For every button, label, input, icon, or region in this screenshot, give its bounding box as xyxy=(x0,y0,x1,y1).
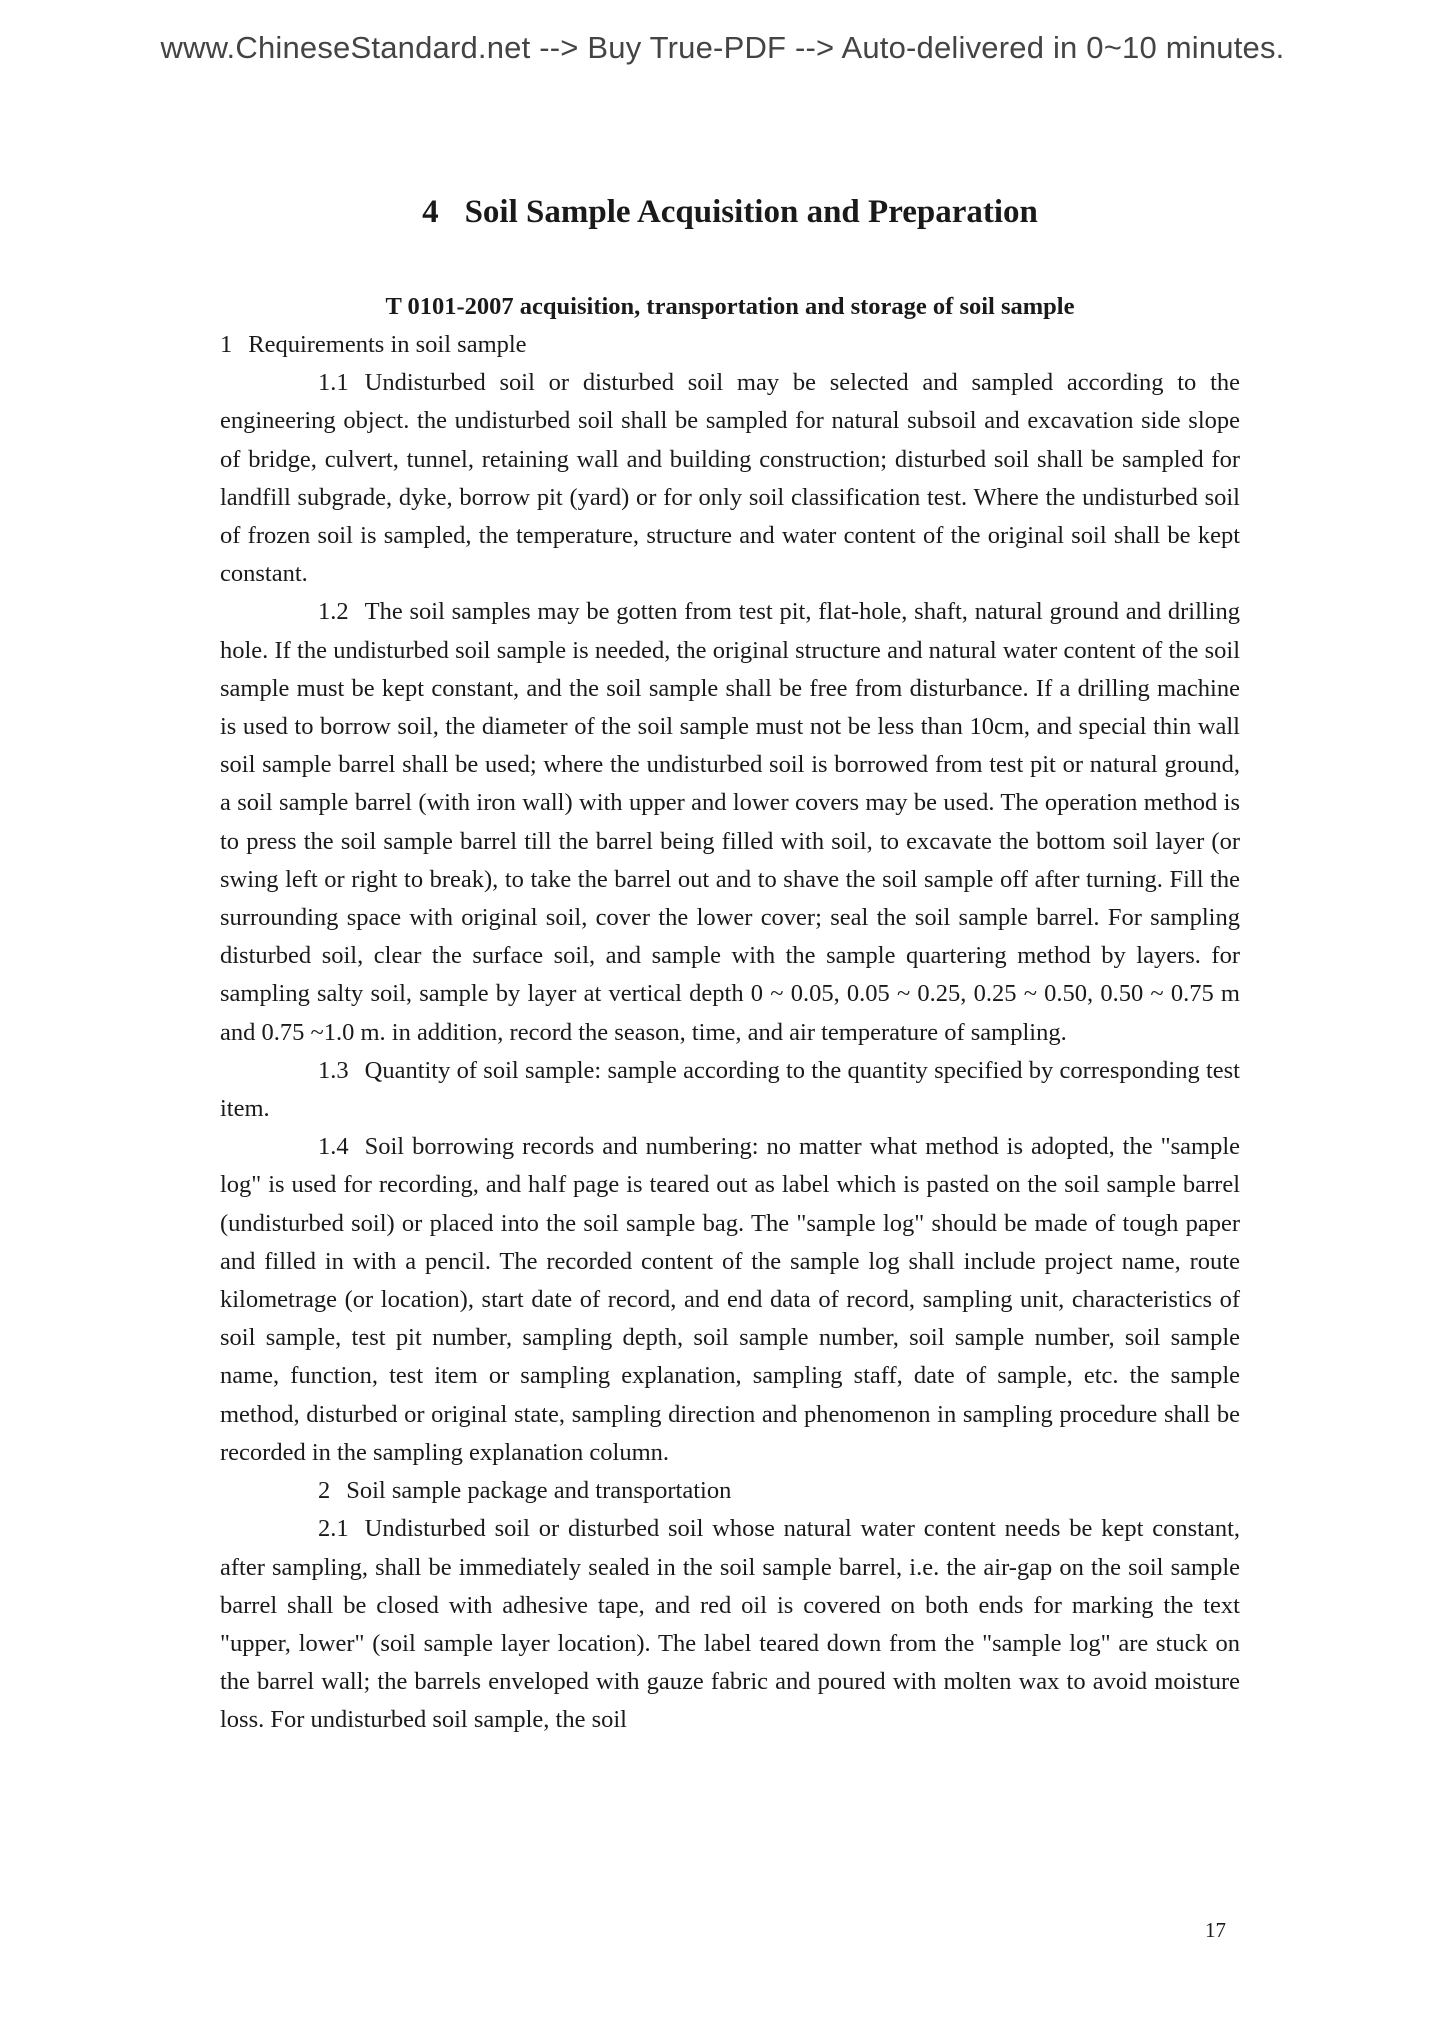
paragraph-1-2 xyxy=(220,593,1240,1051)
paragraph-number: 2.1 xyxy=(318,1515,349,1543)
paragraph-1 xyxy=(220,326,1240,364)
source-banner: www.ChineseStandard.net --> Buy True-PDF --> Auto-delivered in 0~10 minutes. xyxy=(160,30,1285,65)
chapter-number: 4 xyxy=(422,194,439,230)
page-number: 17 xyxy=(1205,1918,1226,1942)
paragraph-number: 1 xyxy=(220,331,233,358)
paragraph-text: Soil sample package and transportation xyxy=(346,1477,732,1505)
paragraph-number: 2 xyxy=(318,1477,331,1505)
chapter-title xyxy=(220,190,1240,234)
section-title: T 0101-2007 acquisition, transportation and storage of soil sample xyxy=(385,293,1075,320)
paragraph-text: Requirements in soil sample xyxy=(248,331,527,358)
paragraph-text: The soil samples may be gotten from test pit, flat-hole, shaft, natural ground and drilling hole. If the undisturbed soil sample is needed, the original structure and natural water content of the soil sample must be kept constant, and the soil sample shall be free from disturbance. If a drilling machine is used to borrow soil, the diameter of the soil sample must not be less than 10cm, and special thin wall soil sample barrel shall be used; where the undisturbed soil is borrowed from test pit or natural ground, a soil sample barrel (with iron wall) with upper and lower covers may be used. The operation method is to press the soil sample barrel till the barrel being filled with soil, to excavate the bottom soil layer (or swing left or right to break), to take the barrel out and to shave the soil sample off after turning. Fill the surrounding space with original soil, cover the lower cover; seal the soil sample barrel. For sampling disturbed soil, clear the surface soil, and sample with the sample quartering method by layers. for sampling salty soil, sample by layer at vertical depth 0 ~ 0.05, 0.05 ~ 0.25, 0.25 ~ 0.50, 0.50 ~ 0.75 m and 0.75 ~1.0 m. in addition, record the season, time, and air temperature of sampling. xyxy=(220,598,1240,1046)
paragraph-number: 1.4 xyxy=(318,1133,349,1161)
paragraph-2 xyxy=(220,1472,1240,1510)
paragraph-text: Soil borrowing records and numbering: no matter what method is adopted, the "sample log" is used for recording, and half page is teared out as label which is pasted on the soil sample barrel (undisturbed soil) or placed into the soil sample bag. The "sample log" should be made of tough paper and filled in with a pencil. The recorded content of the sample log shall include project name, route kilometrage (or location), start date of record, and end data of record, sampling unit, characteristics of soil sample, test pit number, sampling depth, soil sample number, soil sample number, soil sample name, function, test item or sampling explanation, sampling staff, date of sample, etc. the sample method, disturbed or original state, sampling direction and phenomenon in sampling procedure shall be recorded in the sampling explanation column. xyxy=(220,1133,1240,1466)
paragraph-1-4 xyxy=(220,1128,1240,1472)
chapter-title-text: Soil Sample Acquisition and Preparation xyxy=(464,194,1038,230)
paragraph-text: Undisturbed soil or disturbed soil whose natural water content needs be kept constant, after sampling, shall be immediately sealed in the soil sample barrel, i.e. the air-gap on the soil sample barrel shall be closed with adhesive tape, and red oil is covered on both ends for marking the text "upper, lower" (soil sample layer location). The label teared down from the "sample log" are stuck on the barrel wall; the barrels enveloped with gauze fabric and poured with molten wax to avoid moisture loss. For undisturbed soil sample, the soil xyxy=(220,1515,1240,1734)
document-body xyxy=(220,190,1240,1740)
paragraph-number: 1.2 xyxy=(318,598,349,626)
paragraph-1-1 xyxy=(220,364,1240,593)
paragraph-text: Undisturbed soil or disturbed soil may be selected and sampled according to the engineering object. the undisturbed soil shall be sampled for natural subsoil and excavation side slope of bridge, culvert, tunnel, retaining wall and building construction; disturbed soil shall be sampled for landfill subgrade, dyke, borrow pit (yard) or for only soil classification test. Where the undisturbed soil of frozen soil is sampled, the temperature, structure and water content of the original soil shall be kept constant. xyxy=(220,369,1240,588)
paragraph-number: 1.1 xyxy=(318,369,349,397)
paragraph-1-3 xyxy=(220,1052,1240,1128)
paragraph-2-1 xyxy=(220,1510,1240,1739)
paragraph-number: 1.3 xyxy=(318,1056,349,1084)
paragraph-text: Quantity of soil sample: sample according to the quantity specified by corresponding test item. xyxy=(220,1056,1240,1123)
